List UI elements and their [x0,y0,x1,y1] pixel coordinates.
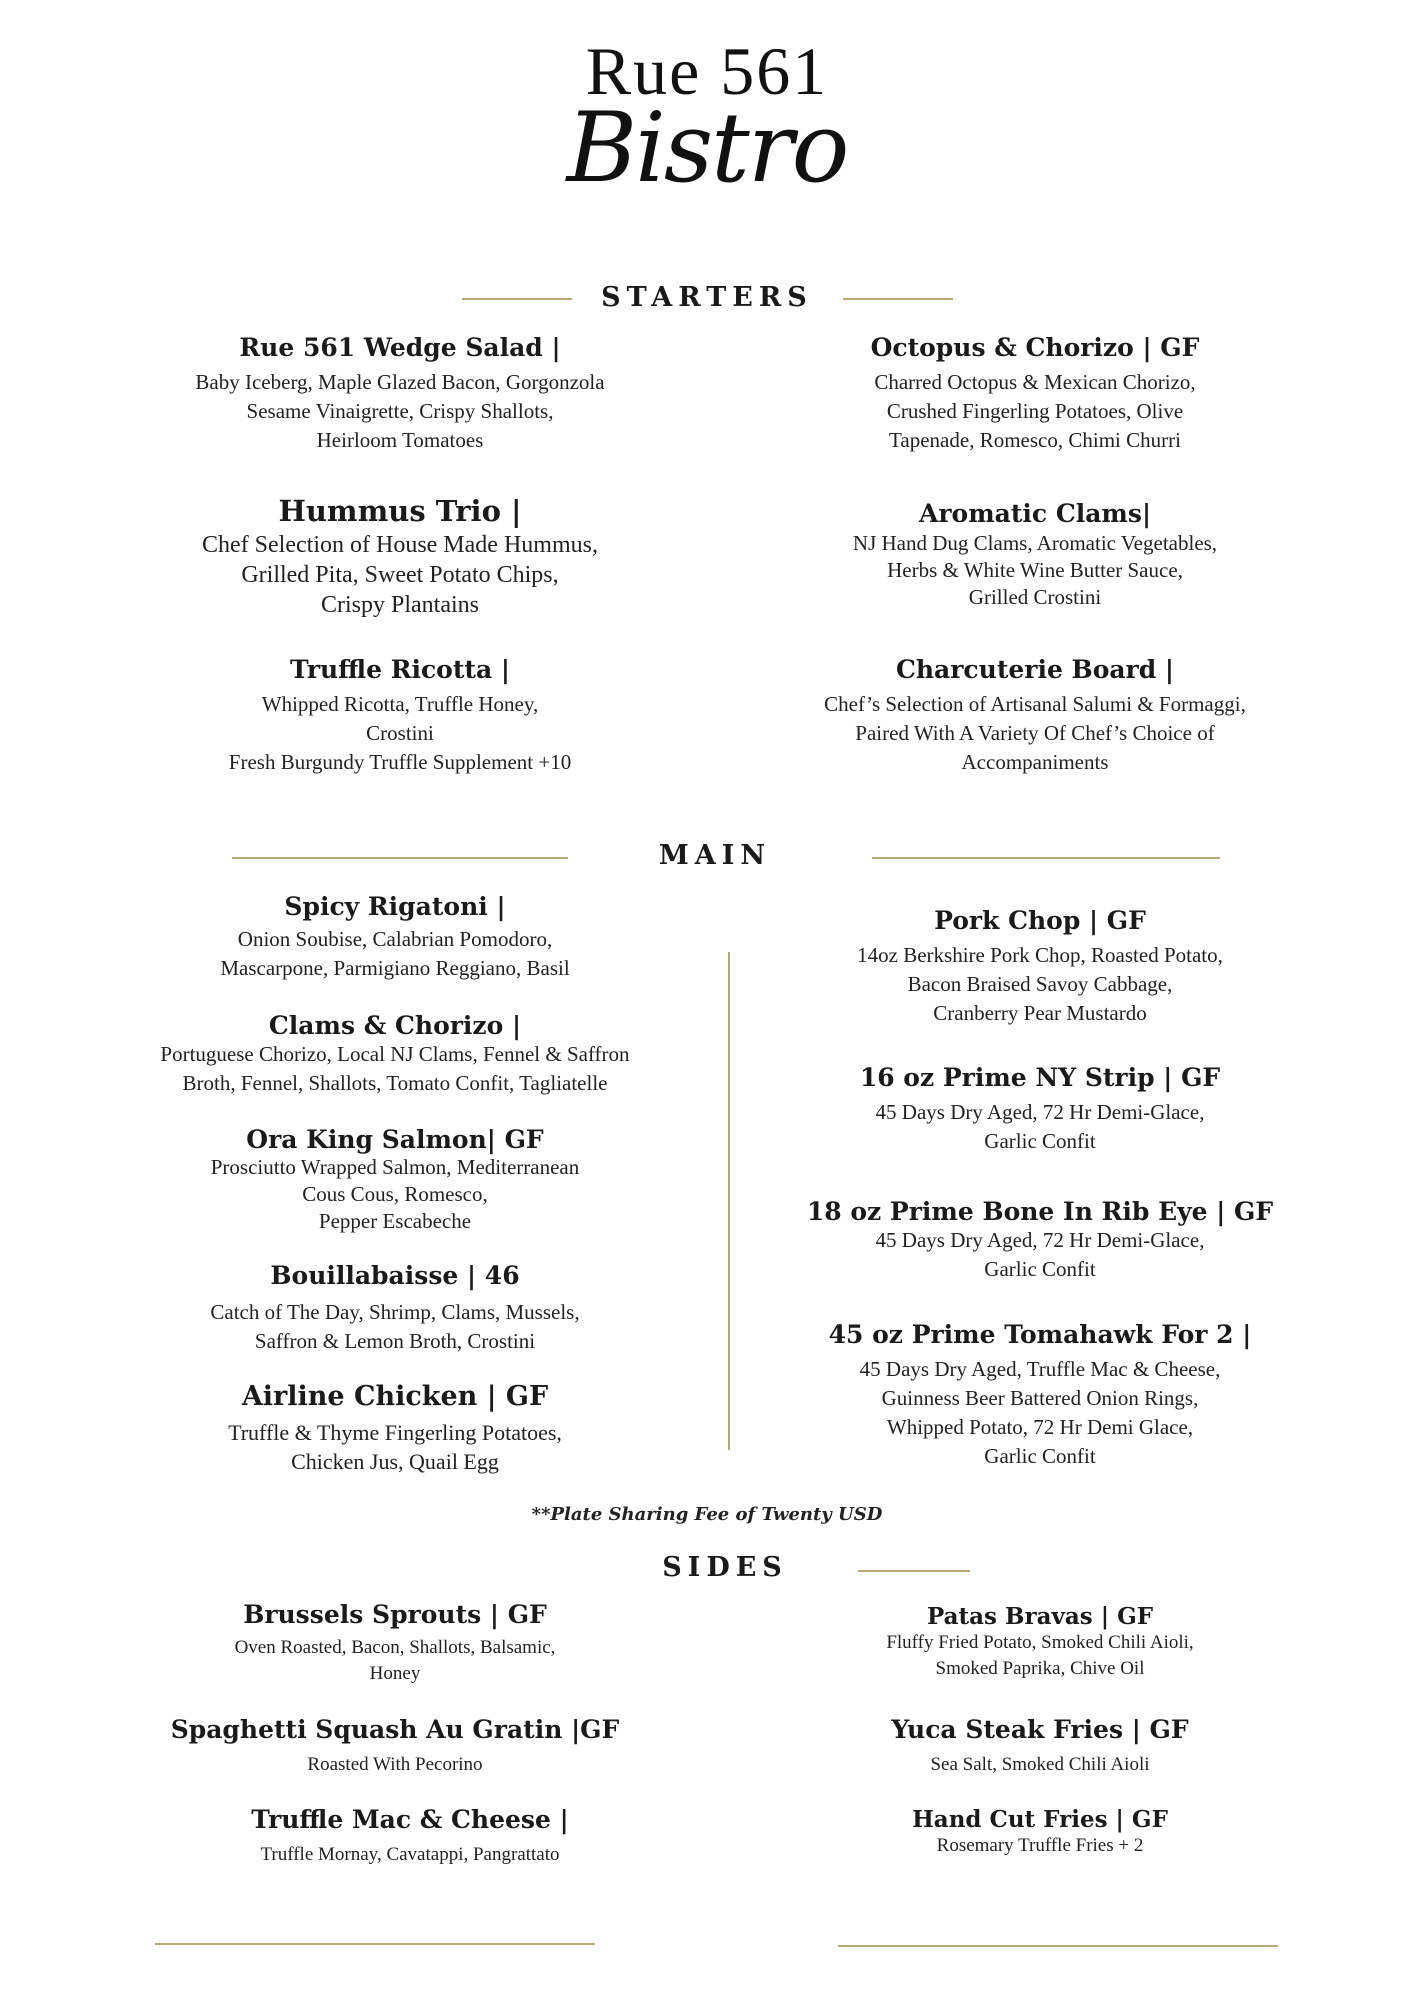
item-title: Spaghetti Squash Au Gratin |GF [170,1715,620,1744]
item-title: Spicy Rigatoni | [284,892,506,921]
menu-item-pork-chop [740,906,1340,1028]
item-title: Clams & Chorizo | [268,1011,522,1040]
menu-item-spaghetti-squash [95,1715,695,1778]
menu-item-spicy-rigatoni [95,892,695,983]
item-description: Sea Salt, Smoked Chili Aioli [930,1754,1150,1775]
item-title: Yuca Steak Fries | GF [891,1715,1189,1744]
menu-item-octopus-chorizo [735,333,1335,455]
item-description: Portuguese Chorizo, Local NJ Clams, Fennel & Saffron Broth, Fennel, Shallots, Tomato Confit, Tagliatelle [160,1042,630,1095]
item-title: Truffle Mac & Cheese | [251,1805,569,1834]
item-description: NJ Hand Dug Clams, Aromatic Vegetables, Herbs & White Wine Butter Sauce, Grilled Crostini [852,531,1218,609]
divider-rule [155,1943,595,1945]
item-description: Fluffy Fried Potato, Smoked Chili Aioli, Smoked Paprika, Chive Oil [886,1632,1194,1679]
menu-item-ny-strip [740,1063,1340,1156]
item-description: 45 Days Dry Aged, 72 Hr Demi-Glace, Garlic Confit [875,1228,1205,1281]
item-title: 16 oz Prime NY Strip | GF [859,1063,1221,1092]
item-description: Prosciutto Wrapped Salmon, Mediterranean Cous Cous, Romesco, Pepper Escabeche [210,1155,580,1233]
section-title-sides: SIDES [662,1552,788,1583]
item-description: Truffle Mornay, Cavatappi, Pangrattato [260,1844,560,1865]
item-description: Chef Selection of House Made Hummus, Grilled Pita, Sweet Potato Chips, Crispy Plantains [202,532,598,618]
divider-rule [838,1945,1278,1947]
column-divider [728,952,730,1450]
item-title: Bouillabaisse | 46 [270,1261,520,1290]
menu-item-charcuterie-board [735,655,1335,777]
menu-item-airline-chicken [95,1381,695,1476]
item-description: Baby Iceberg, Maple Glazed Bacon, Gorgonzola Sesame Vinaigrette, Crispy Shallots, Heirloom Tomatoes [195,370,605,452]
item-title: Airline Chicken | GF [241,1381,549,1412]
item-title: Aromatic Clams| [918,499,1152,528]
menu-item-wedge-salad [100,333,700,455]
divider-rule [843,298,953,300]
menu-item-rib-eye [740,1197,1340,1284]
menu-item-patas-bravas [740,1603,1340,1682]
menu-item-truffle-mac-cheese [110,1805,710,1868]
plate-sharing-note: **Plate Sharing Fee of Twenty USD [531,1504,883,1525]
divider-rule [858,1570,970,1572]
item-description: Truffle & Thyme Fingerling Potatoes, Chicken Jus, Quail Egg [228,1420,562,1474]
menu-item-hand-cut-fries [740,1806,1340,1859]
item-title: Rue 561 Wedge Salad | [239,333,561,362]
item-title: 45 oz Prime Tomahawk For 2 | [828,1320,1252,1349]
item-title: Hand Cut Fries | GF [912,1806,1168,1833]
menu-item-hummus-trio [100,494,700,620]
menu-item-brussels-sprouts [95,1600,695,1687]
item-description: Roasted With Pecorino [307,1754,483,1775]
item-description: Whipped Ricotta, Truffle Honey, Crostini Fresh Burgundy Truffle Supplement +10 [228,692,572,774]
menu-item-aromatic-clams [735,499,1335,611]
divider-rule [462,298,572,300]
item-title: Patas Bravas | GF [926,1603,1154,1630]
item-description: Charred Octopus & Mexican Chorizo, Crushed Fingerling Potatoes, Olive Tapenade, Romesco, Chimi Churri [874,370,1196,452]
item-description: Catch of The Day, Shrimp, Clams, Mussels, Saffron & Lemon Broth, Crostini [210,1300,580,1353]
item-title: Truffle Ricotta | [290,655,510,684]
menu-item-tomahawk [740,1320,1340,1471]
item-description: 14oz Berkshire Pork Chop, Roasted Potato, Bacon Braised Savoy Cabbage, Cranberry Pear Mustardo [857,943,1223,1025]
item-description: Chef’s Selection of Artisanal Salumi & Formaggi, Paired With A Variety Of Chef’s Choice of Accompaniments [824,692,1246,774]
menu-item-truffle-ricotta [100,655,700,777]
menu-item-bouillabaisse [95,1261,695,1356]
menu-item-ora-king-salmon [95,1125,695,1235]
divider-rule [232,857,568,859]
item-title: Brussels Sprouts | GF [243,1600,547,1629]
item-title: Octopus & Chorizo | GF [870,333,1200,362]
item-description: Oven Roasted, Bacon, Shallots, Balsamic, Honey [234,1637,556,1684]
item-title: Pork Chop | GF [934,906,1146,935]
brand-name: Rue 561 [585,33,829,109]
section-title-main: MAIN [658,840,772,871]
menu-item-yuca-steak-fries [740,1715,1340,1778]
item-title: Charcuterie Board | [895,655,1175,684]
item-description: Rosemary Truffle Fries + 2 [936,1835,1144,1856]
item-description: Onion Soubise, Calabrian Pomodoro, Mascarpone, Parmigiano Reggiano, Basil [220,927,570,980]
divider-rule [872,857,1220,859]
item-title: Hummus Trio | [278,494,522,528]
item-title: Ora King Salmon| GF [246,1125,544,1154]
menu-item-clams-chorizo [95,1011,695,1098]
item-description: 45 Days Dry Aged, Truffle Mac & Cheese, Guinness Beer Battered Onion Rings, Whipped Potato, 72 Hr Demi Glace, Garlic Confit [859,1357,1221,1468]
item-title: 18 oz Prime Bone In Rib Eye | GF [806,1197,1274,1226]
item-description: 45 Days Dry Aged, 72 Hr Demi-Glace, Garlic Confit [875,1100,1205,1153]
section-title-starters: STARTERS [601,282,813,313]
brand-script-logo: Bistro [566,92,848,204]
